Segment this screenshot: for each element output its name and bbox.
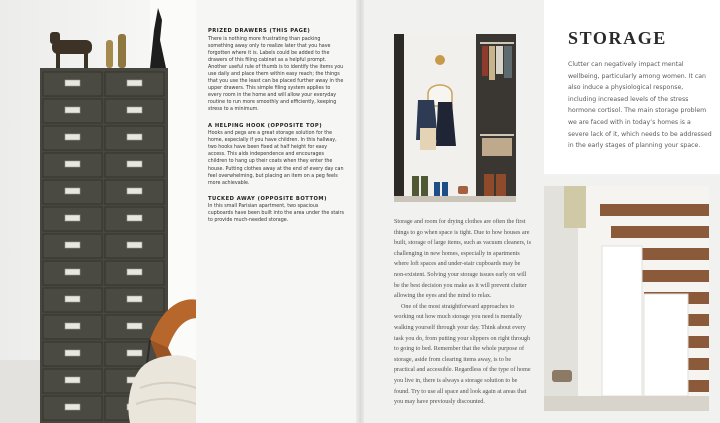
drawer-label-holder <box>127 80 142 86</box>
drawer-label-holder <box>127 215 142 221</box>
filing-cabinet-photo <box>0 0 196 423</box>
drawer-label-holder <box>65 323 80 329</box>
caption-body: In this small Parisian apartment, two spacious cupboards have been built into the area under the stairs to provide much-needed storage. <box>208 204 344 224</box>
deer-head-icon <box>435 55 445 65</box>
caption-tucked-away <box>208 196 344 225</box>
horse-figurine <box>50 32 92 68</box>
stair-step <box>600 204 709 216</box>
drawer-label-holder <box>65 377 80 383</box>
book-gutter <box>356 0 364 423</box>
stair-step <box>633 270 709 282</box>
cupboard-door-right <box>644 294 688 396</box>
hallway-hooks-photo <box>394 34 516 202</box>
drawer-label-holder <box>65 242 80 248</box>
drawer-label-holder <box>65 215 80 221</box>
drawer-label-holder <box>127 188 142 194</box>
intro-paragraph: Clutter can negatively impact mental wellbeing, particularly among women. It can also induce a physiological response, including increased levels of the stress hormone cortisol. The main storage problem we are faced with in today’s homes is a severe lack of it, which needs to be addressed in the early stages of planning your space. <box>568 61 712 150</box>
stair-step <box>688 380 709 392</box>
slippers <box>552 370 572 382</box>
drawer-label-holder <box>127 134 142 140</box>
drawer-label-holder <box>65 134 80 140</box>
drawer-label-holder <box>65 107 80 113</box>
caption-body: Hooks and pegs are a great storage solution for the home, especially if you have children. In this hallway, two hooks have been fixed at half height for easy access. This aids independence and encourages children to hang up their coats when they enter the house. Putting clothes away at the end of every day can feel overwhelming, but placing an item on a peg feels more achievable. <box>208 131 344 186</box>
body-paragraph: One of the most straightforward approaches to working out how much storage you need is mentally walking yourself through your day. Think about every task you do, from putting your slippers on right through to going to bed. Remember that the whole purpose of storage, aside from clearing items away, is to be practical and accessible. Regardless of the type of home you live in, there is always a storage solution to be found. Try to use all space and look again at areas that you may have previously discounted. <box>394 303 531 406</box>
drawer-label-holder <box>127 161 142 167</box>
cupboard-door-left <box>602 246 642 396</box>
drawer-label-holder <box>65 296 80 302</box>
drawer-label-holder <box>127 269 142 275</box>
drawer-label-holder <box>65 161 80 167</box>
section-title: STORAGE <box>568 28 667 48</box>
stair-step <box>611 226 709 238</box>
drawer-label-holder <box>65 269 80 275</box>
caption-prized-drawers <box>208 28 344 114</box>
drawer-label-holder <box>65 404 80 410</box>
drawer-label-holder <box>127 242 142 248</box>
caption-helping-hook <box>208 123 344 187</box>
drawer-label-holder <box>127 323 142 329</box>
drawer-label-holder <box>65 188 80 194</box>
caption-heading: PRIZED DRAWERS (THIS PAGE) <box>208 28 311 34</box>
brass-figures <box>106 34 126 68</box>
drawer-label-holder <box>65 350 80 356</box>
caption-body: There is nothing more frustrating than packing something away only to realize later that you have forgotten where it is. Labels could be added to the drawers of this filing cabinet as a helpful prompt. Another useful rule of thumb is to identify the items you use daily and place them within easy reach; the things that you use the least can be placed further away in the upper drawers. This simple filing system applies to every room in the home and will allow your everyday routine to run more smoothly and efficiently, keeping stress to a minimum. <box>208 36 344 113</box>
drawer-label-holder <box>127 296 142 302</box>
under-stairs-photo <box>544 186 709 411</box>
body-text <box>394 217 532 408</box>
caption-column <box>208 28 344 234</box>
drawer-label-holder <box>65 80 80 86</box>
drawer-label-holder <box>127 350 142 356</box>
drawer-label-holder <box>127 107 142 113</box>
caption-heading: A HELPING HOOK (OPPOSITE TOP) <box>208 122 323 129</box>
caption-heading: TUCKED AWAY (OPPOSITE BOTTOM) <box>208 195 327 202</box>
body-paragraph: Storage and room for drying clothes are often the first things to go when space is tight. Due to how houses are built, storage of large items, such as vacuum cleaners, is challenging in new homes, especially in apartments where loft spaces and under-stair cupboards may be non-existent. Solving your storage issues early on will be the best decision you make as it will prevent clutter allowing the eyes and the mind to relax. <box>394 219 531 300</box>
